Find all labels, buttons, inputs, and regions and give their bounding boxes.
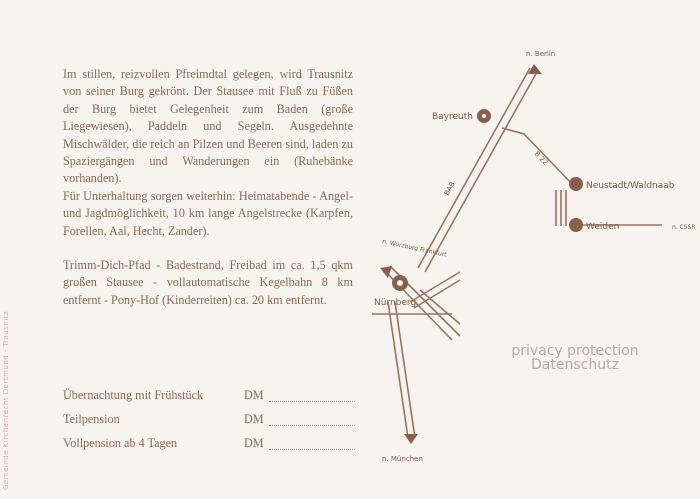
edge-text: Gemeinde Kirchenrecht Dortmund · Trausnitz [2, 310, 10, 490]
price-label: Vollpension ab 4 Tagen [63, 436, 178, 450]
price-fill-line [269, 425, 355, 426]
price-label: Übernachtung mit Frühstück [63, 388, 204, 402]
autobahn-line [425, 72, 537, 272]
label-bayreuth: Bayreuth [432, 112, 473, 122]
label-a9: BAB [442, 180, 457, 197]
price-currency: DM [244, 436, 264, 450]
price-row-half-board [63, 412, 355, 436]
price-form [63, 388, 355, 460]
label-south: n. München [382, 455, 423, 463]
price-fill-line [269, 401, 355, 402]
price-currency: DM [244, 412, 264, 426]
price-label: Teilpension [63, 412, 120, 426]
road-map [362, 40, 700, 470]
interchange-line [420, 290, 460, 324]
autobahn-line [418, 68, 530, 268]
label-north: n. Berlin [526, 50, 556, 58]
city-dot-weiden [569, 218, 583, 232]
city-dot-neustadt [569, 177, 583, 191]
paragraph-activities: Trimm-Dich-Pfad - Badestrand, Freibad im ca. 1,5 qkm großen Stausee - vollautomatische Kegelbahn 8 km entfernt - Pony-Hof (Kinderreiten) ca. 20 km entfernt. [63, 258, 353, 307]
paragraph-entertainment: Für Unterhaltung sorgen weiterhin: Heimatabende - Angel- und Jagdmöglichkeit, 10 km lange Angelstrecke (Karpfen, Forellen, Aal, Hecht, Zander). [63, 188, 353, 238]
price-currency: DM [244, 388, 264, 402]
label-weiden: Weiden [586, 222, 620, 232]
label-nuernberg: Nürnberg [374, 298, 417, 308]
privacy-watermark [500, 344, 650, 372]
arrow-south [404, 434, 418, 444]
road-map-svg [362, 40, 700, 470]
label-east: n. CSSR [672, 224, 696, 231]
label-b22: B 22 [532, 149, 550, 167]
paragraph-location: Im stillen, reizvollen Pfreimdtal gelegen, wird Trausnitz von seiner Burg gekrönt. Der Stausee mit Fluß zu Füßen der Burg bietet Gelegenheit zum Baden (große Liegewiesen), Paddeln und Segeln. Ausgedehnte Mischwälder, die reich an Pilzen und Beeren sind, laden zu Spaziergängen und Wanderungen ein (Ruhebänke vorhanden). [63, 67, 353, 186]
label-neustadt: Neustadt/Waldnaab [586, 181, 675, 191]
watermark-line: Datenschutz [531, 357, 619, 373]
price-row-full-board [63, 436, 355, 460]
watermark-line: privacy protection [511, 343, 639, 359]
description-text [63, 66, 353, 309]
price-fill-line [269, 449, 355, 450]
price-row-breakfast [63, 388, 355, 412]
label-west: n. Würzburg Frankfurt [381, 238, 448, 259]
interchange-line [410, 272, 460, 302]
